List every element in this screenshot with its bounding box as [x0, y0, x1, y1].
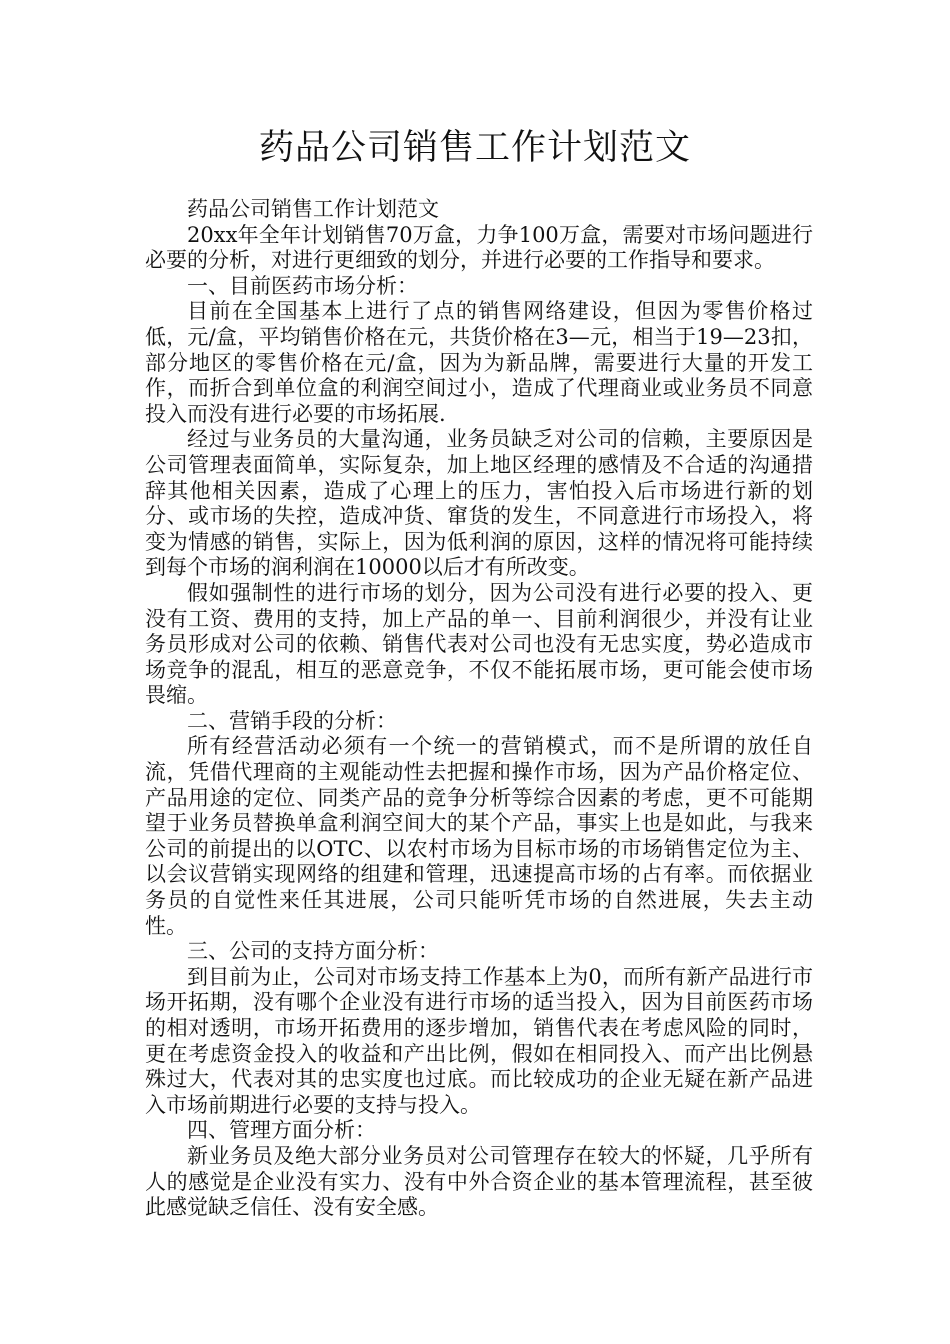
- paragraph-support-analysis: 到目前为止，公司对市场支持工作基本上为0，而所有新产品进行市场开拓期，没有哪个企业没有进行市场的适当投入，因为目前医药市场的相对透明，市场开拓费用的逐步增加，销售代表在考虑风险的同时，更在考虑资金投入的收益和产出比例，假如在相同投入、而产出比例悬殊过大，代表对其的忠实度也过底。而比较成功的企业无疑在新产品进入市场前期进行必要的支持与投入。: [145, 964, 813, 1117]
- document-body: [145, 197, 813, 1221]
- section-heading-marketing-means: 二、营销手段的分析：: [187, 708, 397, 733]
- paragraph-network-pricing: 目前在全国基本上进行了点的销售网络建设，但因为零售价格过低，元/盒，平均销售价格在元，共货价格在3—元，相当于19—23扣，部分地区的零售价格在元/盒，因为为新品牌，需要进行大量的开发工作，而折合到单位盒的利润空间过小，造成了代理商业或业务员不同意投入而没有进行必要的市场拓展.: [145, 299, 813, 426]
- document-title: 药品公司销售工作计划范文: [258, 128, 691, 168]
- paragraph-marketing-model: 所有经营活动必须有一个统一的营销模式，而不是所谓的放任自流，凭借代理商的主观能动性去把握和操作市场，因为产品价格定位、产品用途的定位、同类产品的竞争分析等综合因素的考虑，更不可能期望于业务员替换单盒利润空间大的某个产品，事实上也是如此，与我来公司的前提出的以OTC、以农村市场为目标市场的市场销售定位为主、以会议营销实现网络的组建和管理，迅速提高市场的占有率。而依据业务员的自觉性来任其进展，公司只能听凭市场的自然进展，失去主动性。: [145, 734, 813, 938]
- paragraph-salesperson-trust: 经过与业务员的大量沟通，业务员缺乏对公司的信赖，主要原因是公司管理表面简单，实际复杂，加上地区经理的感情及不合适的沟通措辞其他相关因素，造成了心理上的压力，害怕投入后市场进行新的划分、或市场的失控，造成冲货、窜货的发生，不同意进行市场投入，将变为情感的销售，实际上，因为低利润的原因，这样的情况将可能持续到每个市场的润利润在10000以后才有所改变。: [145, 427, 813, 580]
- paragraph-subtitle: 药品公司销售工作计划范文: [187, 197, 439, 221]
- section-heading-company-support: 三、公司的支持方面分析：: [187, 939, 439, 964]
- section-heading-market-analysis: 一、目前医药市场分析：: [187, 273, 418, 298]
- paragraph-management-analysis: 新业务员及绝大部分业务员对公司管理存在较大的怀疑，几乎所有人的感觉是企业没有实力、没有中外合资企业的基本管理流程，甚至彼此感觉缺乏信任、没有安全感。: [145, 1143, 813, 1220]
- paragraph-forced-division: 假如强制性的进行市场的划分，因为公司没有进行必要的投入、更没有工资、费用的支持，加上产品的单一、目前利润很少，并没有让业务员形成对公司的依赖、销售代表对公司也没有无忠实度，势必造成市场竞争的混乱，相互的恶意竞争，不仅不能拓展市场，更可能会使市场畏缩。: [145, 580, 813, 708]
- paragraph-sales-target: 20xx年全年计划销售70万盒，力争100万盒，需要对市场问题进行必要的分析，对进行更细致的划分，并进行必要的工作指导和要求。: [145, 222, 813, 273]
- section-heading-management: 四、管理方面分析：: [187, 1118, 376, 1143]
